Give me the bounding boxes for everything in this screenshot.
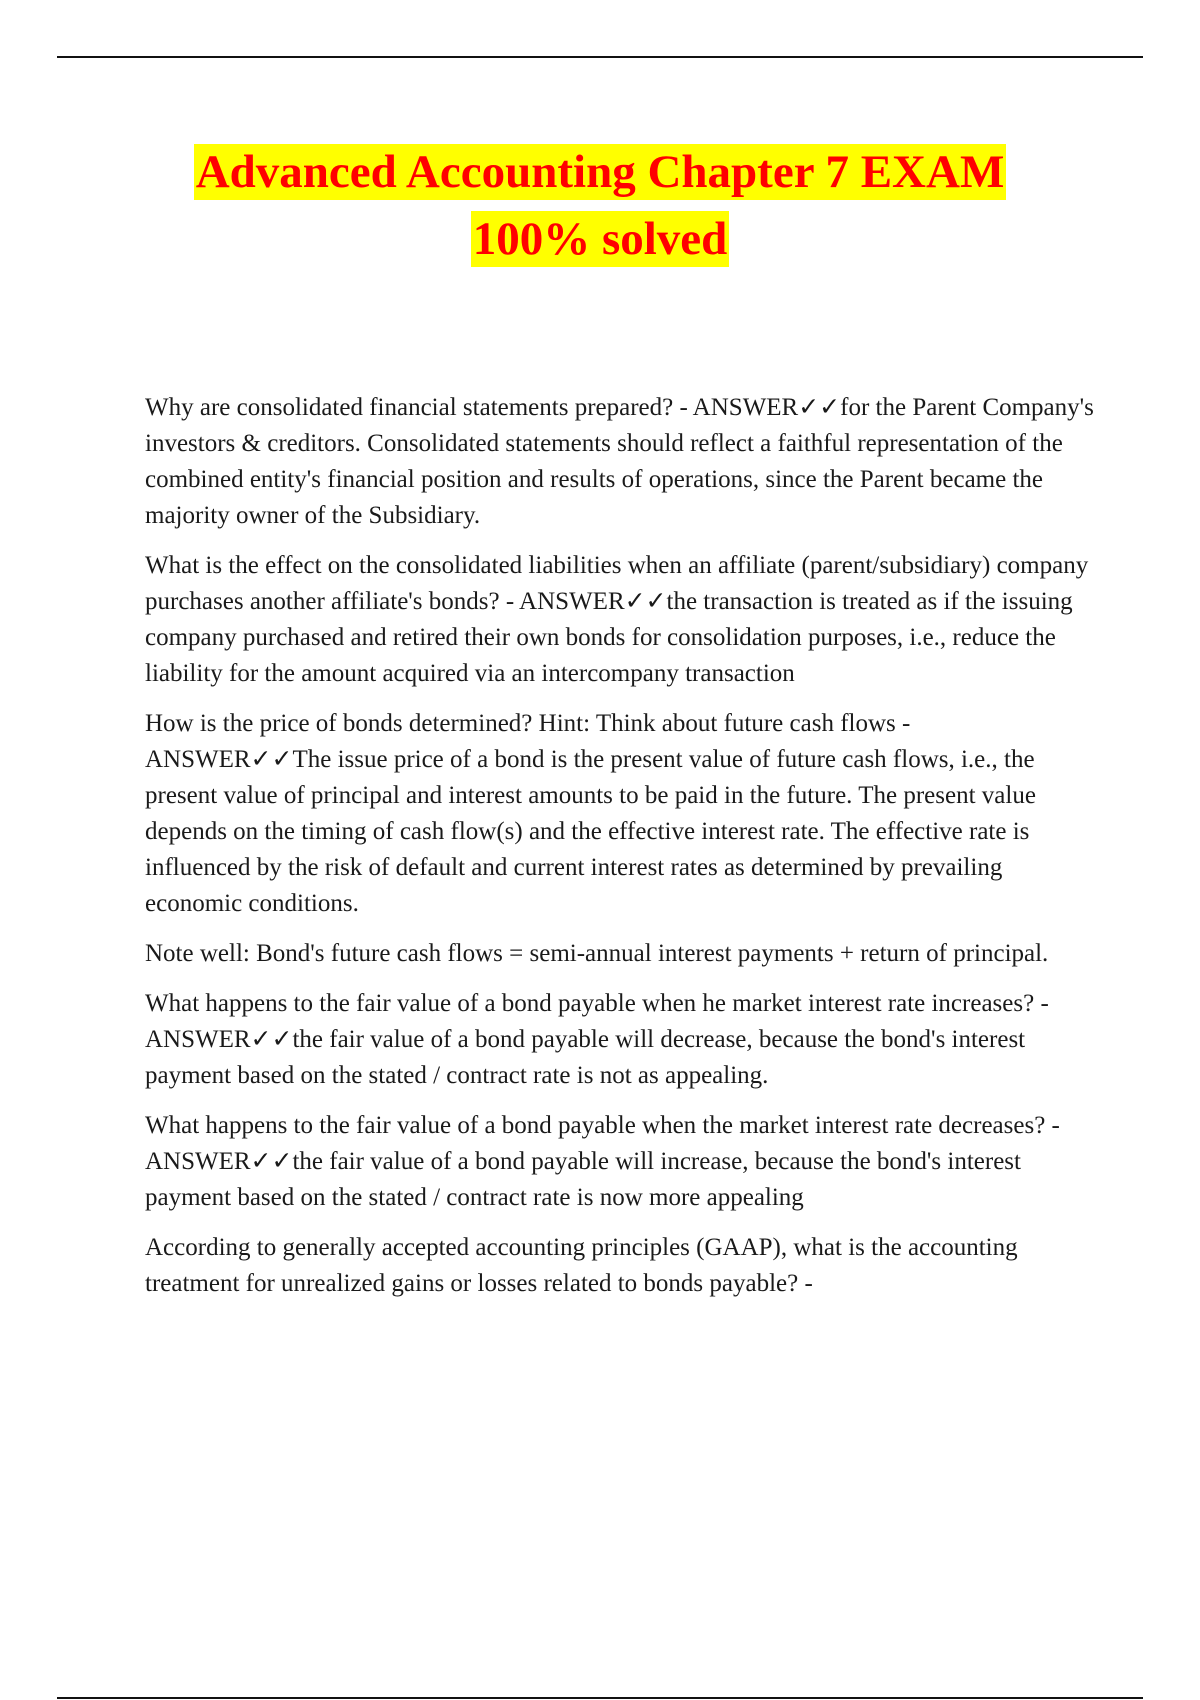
paragraph-affiliate-bonds: What is the effect on the consolidated liabilities when an affiliate (parent/subsidiary) company purchases another affiliate's bonds? - ANSWER✓✓the transaction is treated as if the issuing company purchased and retired their own bonds for consolidation purposes, i.e., reduce the liability for the amount acquired via an intercompany transaction xyxy=(145,552,1089,687)
paragraph-consolidated-purpose: Why are consolidated financial statements prepared? - ANSWER✓✓for the Parent Company's investors & creditors. Consolidated statements should reflect a faithful representation of the combined entity's financial position and results of operations, since the Parent became the majority owner of the Subsidiary. xyxy=(145,394,1094,529)
top-rule xyxy=(57,56,1143,58)
paragraph-rate-decrease: What happens to the fair value of a bond payable when the market interest rate decreases? - ANSWER✓✓the fair value of a bond payable will increase, because the bond's interest payment based on the stated / contract rate is now more appealing xyxy=(145,1112,1060,1211)
paragraph-note-well: Note well: Bond's future cash flows = semi-annual interest payments + return of principal. xyxy=(145,940,1049,967)
title-line-1: Advanced Accounting Chapter 7 EXAM xyxy=(195,146,1005,198)
bottom-rule xyxy=(57,1697,1143,1699)
paragraph-rate-increase: What happens to the fair value of a bond payable when he market interest rate increases? - ANSWER✓✓the fair value of a bond payable will decrease, because the bond's interest payment based on the stated / contract rate is not as appealing. xyxy=(145,990,1049,1089)
paragraph-gaap-treatment: According to generally accepted accounting principles (GAAP), what is the accounting treatment for unrealized gains or losses related to bonds payable? - xyxy=(145,1234,1018,1297)
document-body xyxy=(145,390,1095,1316)
document-title xyxy=(0,144,1200,278)
title-line-2: 100% solved xyxy=(472,213,728,265)
paragraph-bond-price: How is the price of bonds determined? Hint: Think about future cash flows - ANSWER✓✓The issue price of a bond is the present value of future cash flows, i.e., the present value of principal and interest amounts to be paid in the future. The present value depends on the timing of cash flow(s) and the effective interest rate. The effective rate is influenced by the risk of default and current interest rates as determined by prevailing economic conditions. xyxy=(145,710,1036,917)
